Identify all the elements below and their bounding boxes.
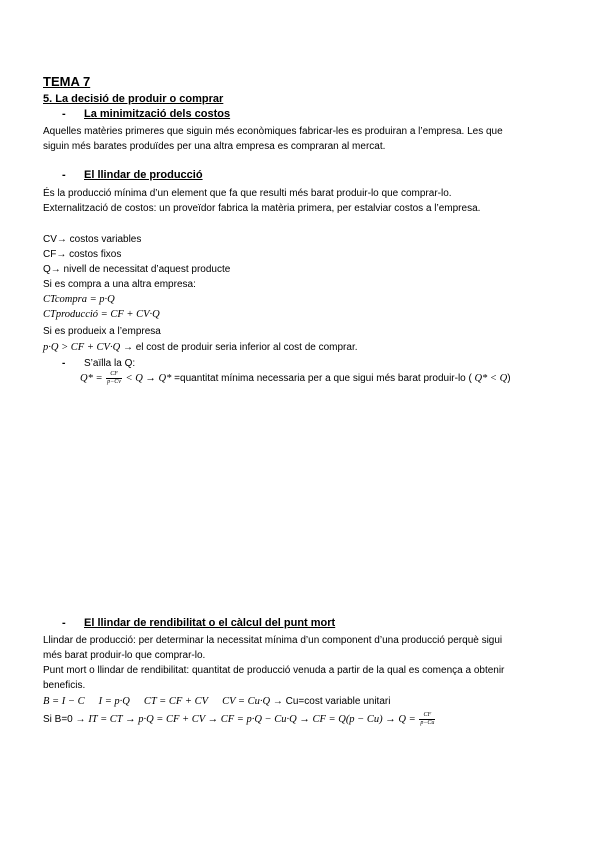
- paragraph-line: més barat produir-lo que comprar-lo.: [43, 650, 206, 661]
- inequality-line: [43, 341, 358, 354]
- formula-benefit: B = I − C: [43, 696, 85, 707]
- section-heading: 5. La decisió de produir o comprar: [43, 93, 224, 105]
- produce-intro: Si es produeix a l’empresa: [43, 326, 161, 337]
- formula-variable-cost: CV = Cu·Q: [222, 696, 271, 707]
- formula-rhs: = p·Q: [86, 294, 115, 305]
- paragraph-line: És la producció mínima d’un element que fa que resulti més barat produir-lo que comprar-lo.: [43, 188, 452, 199]
- subheading-text: El llindar de producció: [84, 169, 203, 181]
- q-star-formula: [80, 371, 511, 386]
- formula-row: [43, 695, 390, 708]
- formula-ct-compra: [43, 293, 115, 306]
- formula-lhs: CTproducció: [43, 309, 99, 320]
- fraction-denominator: p−Cv: [107, 379, 121, 385]
- paragraph-line: beneficis.: [43, 680, 86, 691]
- formula-lhs: CTcompra: [43, 294, 87, 305]
- bullet-dash: -: [62, 169, 66, 181]
- isolate-q-line: [62, 357, 135, 370]
- document-title: TEMA 7: [43, 74, 91, 89]
- buy-intro: Si es compra a una altra empresa:: [43, 279, 196, 290]
- q-star-mid: < Q → Q*: [122, 373, 172, 385]
- formula-total-cost: CT = CF + CV: [143, 696, 209, 707]
- fraction-cf-over-p-cu: [419, 712, 435, 727]
- paragraph-line: Punt mort o llindar de rendibilitat: quantitat de producció venuda a partir de la qual es comença a obtenir: [43, 665, 505, 676]
- paragraph-line: siguin més barates produïdes per una altra empresa es compraran al mercat.: [43, 141, 386, 152]
- inequality-math: p·Q > CF + CV·Q: [43, 342, 121, 353]
- formula-rhs: = CF + CV·Q: [98, 309, 160, 320]
- subheading-production-threshold: [62, 169, 203, 182]
- subheading-text: La minimització dels costos: [84, 108, 231, 120]
- derivation-prefix: Si B=0 →: [43, 714, 89, 726]
- subheading-break-even: [62, 617, 335, 630]
- definition-cv: CV→ costos variables: [43, 234, 142, 245]
- definition-cf: CF→ costos fixos: [43, 249, 122, 260]
- fraction-numerator: CF: [419, 712, 435, 720]
- q-star-explanation: =quantitat mínima necessaria per a que sigui més barat produir-lo (: [171, 373, 472, 385]
- fraction-cf-over-p-cv: [106, 371, 122, 386]
- inequality-text: → el cost de produir seria inferior al cost de comprar.: [120, 342, 358, 353]
- break-even-derivation: [43, 712, 436, 727]
- paragraph-line: Llindar de producció: per determinar la necessitat mínima d’un component d’una producció perquè sigui: [43, 635, 503, 646]
- q-star-lhs: Q* =: [80, 373, 106, 385]
- closing-paren: ): [507, 373, 511, 385]
- fraction-denominator: p−Cu: [420, 720, 435, 726]
- derivation-math: IT = CT → p·Q = CF + CV → CF = p·Q − Cu·Q → CF = Q(p − Cu) → Q =: [88, 714, 419, 726]
- bullet-dash: -: [62, 358, 66, 369]
- q-star-condition: Q* < Q: [471, 373, 508, 385]
- formula-ct-produccio: [43, 308, 160, 321]
- fraction-numerator: CF: [106, 371, 122, 379]
- isolate-q-text: S’aïlla la Q:: [84, 358, 136, 369]
- definition-q: Q→ nivell de necessitat d’aquest producte: [43, 264, 231, 275]
- paragraph-line: Aquelles matèries primeres que siguin més econòmiques fabricar-les es produiran a l’empresa. Les que: [43, 126, 503, 137]
- formula-cu-note: → Cu=cost variable unitari: [270, 696, 391, 707]
- subheading-text: El llindar de rendibilitat o el càlcul del punt mort: [84, 617, 336, 629]
- subheading-cost-minimization: [62, 108, 230, 121]
- paragraph-line: Externalització de costos: un proveïdor fabrica la matèria primera, per estalviar costos a l’empresa.: [43, 203, 481, 214]
- bullet-dash: -: [62, 108, 66, 120]
- bullet-dash: -: [62, 617, 66, 629]
- formula-income: I = p·Q: [98, 696, 130, 707]
